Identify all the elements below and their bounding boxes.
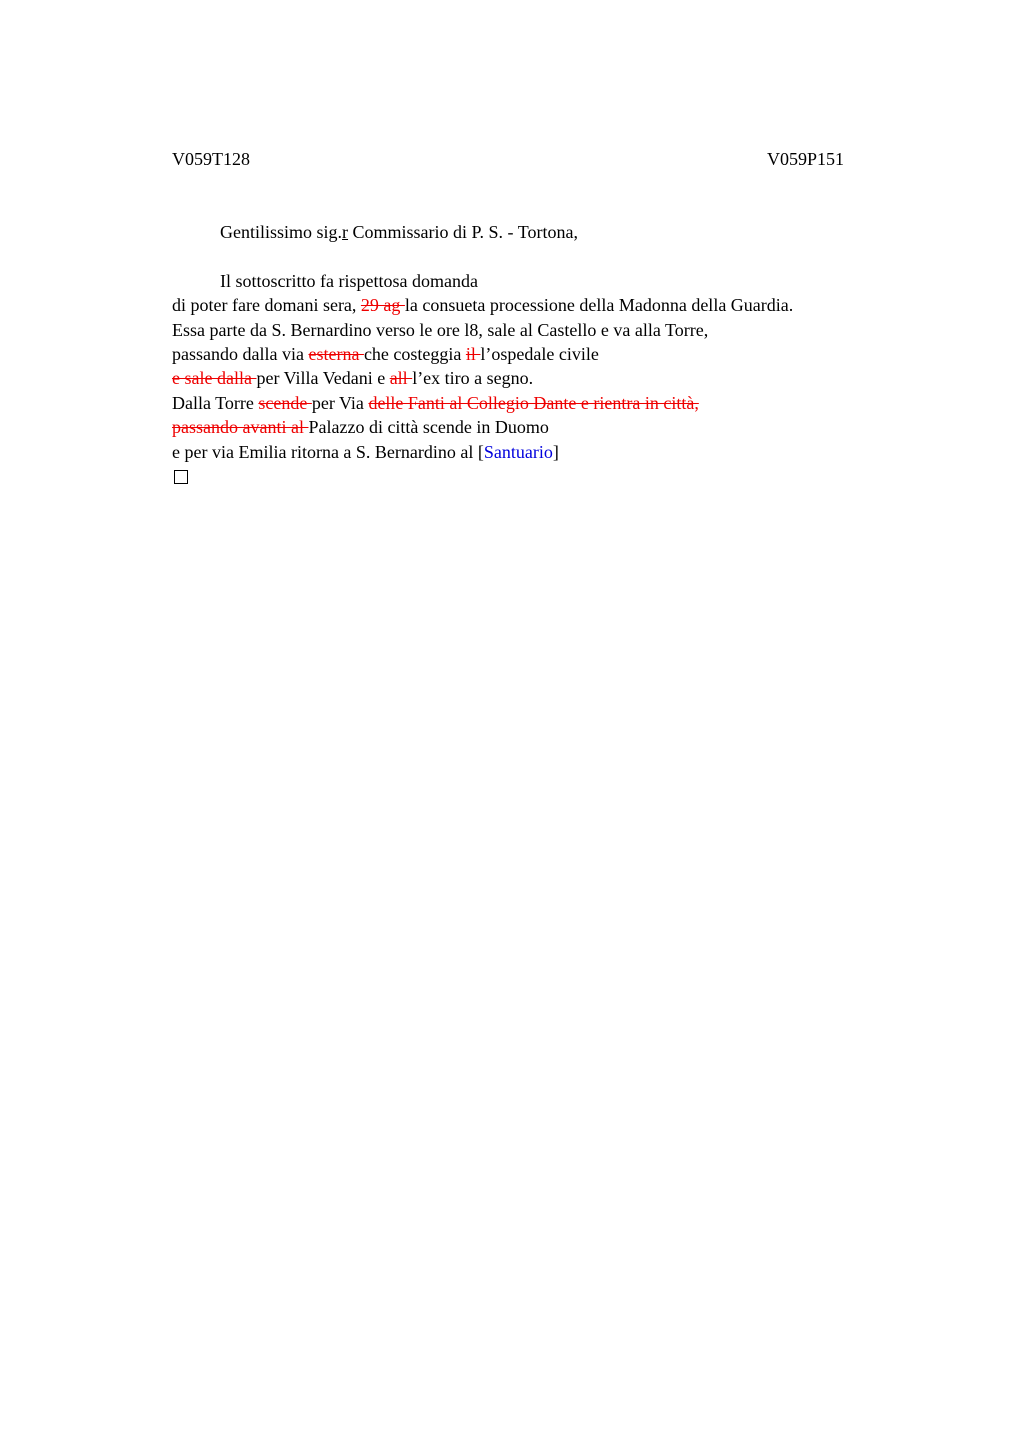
text-line-5 (172, 366, 932, 390)
deleted-text: delle Fanti al Collegio Dante e rientra in città, (368, 392, 699, 413)
text-segment: l’ex tiro a segno. (412, 368, 534, 389)
text-segment: per Villa Vedani e (256, 368, 390, 389)
text-line-4 (172, 342, 932, 366)
text-segment: Il sottoscritto fa rispettosa domanda (220, 270, 478, 291)
salutation-prefix: Gentilissimo sig. (220, 222, 343, 242)
deleted-text: passando avanti al (172, 417, 309, 438)
document-header (172, 147, 844, 171)
document-code-right: V059P151 (766, 149, 844, 169)
text-line-2 (172, 293, 932, 317)
text-segment: la consueta processione della Madonna della Guardia. (404, 295, 794, 316)
salutation-suffix: Commissario di P. S. - Tortona, (348, 222, 578, 242)
checkbox-line (172, 464, 932, 488)
text-segment: passando dalla via (172, 343, 309, 364)
letter-body (172, 220, 932, 488)
deleted-text: all (389, 368, 413, 389)
text-segment: Palazzo di città scende in Duomo (308, 417, 549, 438)
deleted-text: il (465, 343, 481, 364)
text-line-7 (172, 415, 932, 439)
text-segment: di poter fare domani sera, (172, 295, 361, 316)
text-segment: e per via Emilia ritorna a S. Bernardino al [ (172, 441, 484, 462)
deleted-text: scende (258, 392, 312, 413)
deleted-text: e sale dalla (172, 368, 257, 389)
text-line-3 (172, 318, 932, 342)
salutation-line (172, 220, 932, 244)
text-segment: ] (552, 441, 559, 462)
paragraph-spacer (172, 244, 932, 268)
deleted-text: 29 ag (360, 295, 405, 316)
document-code-left: V059T128 (172, 149, 250, 169)
deleted-text: esterna (308, 343, 364, 364)
text-line-1 (172, 269, 932, 293)
text-segment: per Via (311, 392, 369, 413)
text-segment: che costeggia (363, 343, 466, 364)
salutation-abbrev: r (342, 222, 349, 242)
text-line-6 (172, 391, 932, 415)
text-segment: l’ospedale civile (480, 343, 599, 364)
text-segment: Dalla Torre (172, 392, 259, 413)
text-line-8 (172, 440, 932, 464)
checkbox-icon (174, 470, 188, 484)
text-segment: Essa parte da S. Bernardino verso le ore l8, sale al Castello e va alla Torre, (172, 319, 709, 340)
editorial-insertion: Santuario (483, 441, 553, 462)
